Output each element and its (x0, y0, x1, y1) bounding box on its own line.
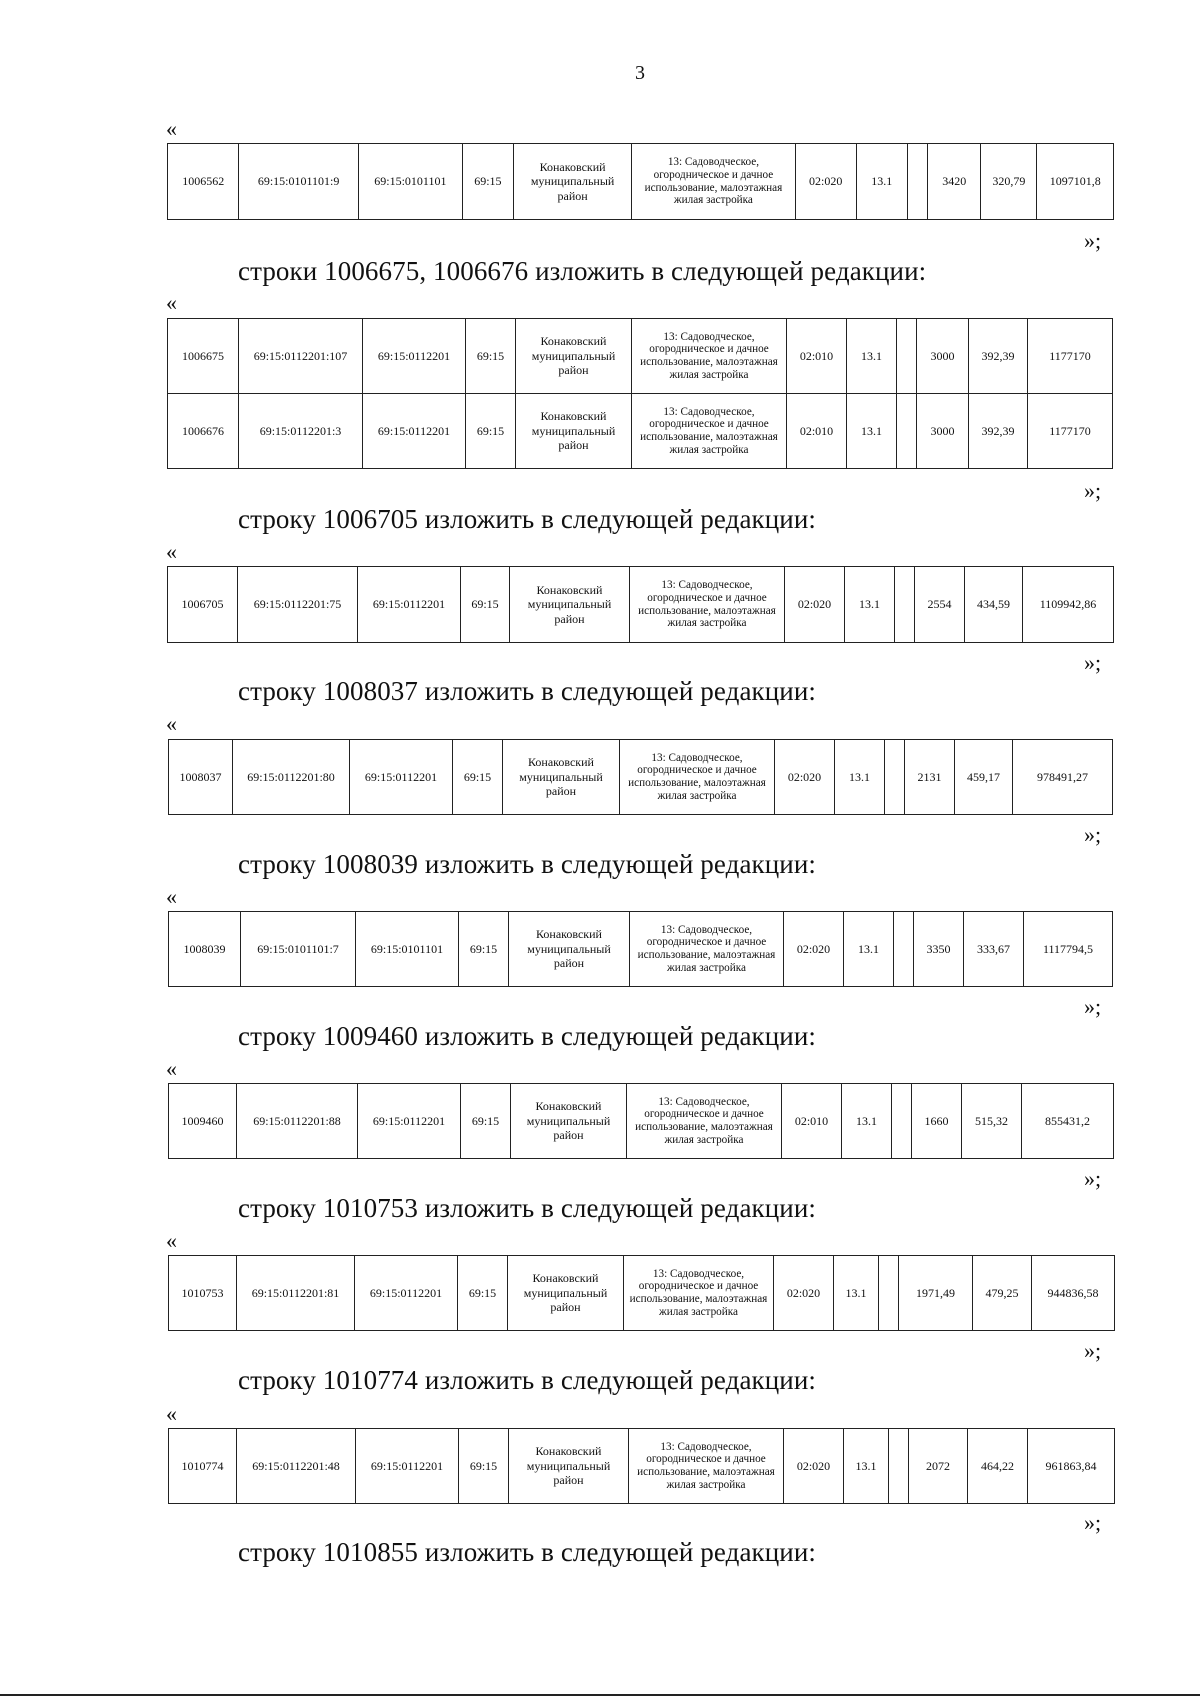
row-number: 1006675 (168, 319, 239, 394)
row-number: 1006705 (168, 567, 238, 643)
cadastral-number: 69:15:0112201:88 (237, 1084, 358, 1159)
amendment-heading: строку 1006705 изложить в следующей редакции: (238, 504, 817, 534)
amendment-heading: строку 1010855 изложить в следующей редакции: (238, 1537, 817, 1567)
row-number: 1008037 (169, 740, 233, 815)
opening-quote: « (166, 116, 177, 141)
area: 2072 (909, 1429, 968, 1504)
specific-value: 479,25 (973, 1256, 1032, 1331)
page-number: 3 (635, 62, 645, 84)
land-use-group: 13: Садоводческое, огородническое и дачное использование, малоэтажная жилая застройка (620, 740, 775, 815)
cadastral-number: 69:15:0101101:9 (239, 144, 358, 220)
specific-value: 464,22 (968, 1429, 1028, 1504)
closing-quote: »; (1084, 822, 1102, 847)
scan-edge-line (0, 1694, 1200, 1696)
specific-value: 392,39 (969, 319, 1028, 394)
code: 02:020 (775, 740, 835, 815)
empty-cell (889, 1429, 909, 1504)
closing-quote: »; (1084, 1338, 1102, 1363)
subgroup: 13.1 (844, 1429, 889, 1504)
land-use-group: 13: Садоводческое, огородническое и дачное использование, малоэтажная жилая застройка (624, 1256, 774, 1331)
cadastral-district: 69:15 (461, 567, 510, 643)
row-number: 1006676 (168, 394, 239, 469)
subgroup: 13.1 (856, 144, 907, 220)
code: 02:010 (787, 319, 847, 394)
record-table (168, 911, 1113, 987)
land-use-group: 13: Садоводческое, огородническое и дачное использование, малоэтажная жилая застройка (632, 144, 795, 220)
record-table (168, 1428, 1115, 1504)
opening-quote: « (166, 711, 177, 736)
municipality: Конаковский муниципальный район (509, 1429, 629, 1504)
cadastral-quarter: 69:15:0101101 (356, 912, 459, 987)
amendment-heading: строку 1008039 изложить в следующей редакции: (238, 849, 817, 879)
cadastral-district: 69:15 (459, 1429, 509, 1504)
cadastral-number: 69:15:0112201:48 (237, 1429, 356, 1504)
table-row (168, 144, 1114, 220)
code: 02:020 (795, 144, 856, 220)
land-use-group: 13: Садоводческое, огородническое и дачное использование, малоэтажная жилая застройка (629, 1429, 784, 1504)
table-row (168, 567, 1114, 643)
closing-quote: »; (1084, 478, 1102, 503)
empty-cell (895, 567, 915, 643)
amendment-heading: строки 1006675, 1006676 изложить в следующей редакции: (238, 256, 927, 286)
code: 02:010 (782, 1084, 842, 1159)
row-number: 1008039 (169, 912, 241, 987)
land-use-group: 13: Садоводческое, огородническое и дачное использование, малоэтажная жилая застройка (627, 1084, 782, 1159)
municipality: Конаковский муниципальный район (508, 1256, 624, 1331)
amendment-heading: строку 1010774 изложить в следующей редакции: (238, 1365, 817, 1395)
row-number: 1009460 (169, 1084, 237, 1159)
cadastral-number: 69:15:0112201:80 (233, 740, 350, 815)
specific-value: 434,59 (965, 567, 1023, 643)
specific-value: 515,32 (962, 1084, 1022, 1159)
cadastral-value: 855431,2 (1022, 1084, 1114, 1159)
municipality: Конаковский муниципальный район (509, 912, 630, 987)
table-row (169, 740, 1113, 815)
record-table (168, 739, 1113, 815)
cadastral-value: 961863,84 (1028, 1429, 1115, 1504)
cadastral-district: 69:15 (466, 319, 516, 394)
subgroup: 13.1 (844, 912, 894, 987)
cadastral-number: 69:15:0112201:3 (239, 394, 363, 469)
cadastral-district: 69:15 (453, 740, 503, 815)
specific-value: 333,67 (964, 912, 1024, 987)
table-row (168, 319, 1113, 394)
cadastral-value: 1097101,8 (1037, 144, 1114, 220)
amendment-heading: строку 1008037 изложить в следующей редакции: (238, 676, 817, 706)
amendment-heading: строку 1009460 изложить в следующей редакции: (238, 1021, 817, 1051)
specific-value: 392,39 (969, 394, 1028, 469)
municipality: Конаковский муниципальный район (503, 740, 620, 815)
row-number: 1006562 (168, 144, 239, 220)
code: 02:010 (787, 394, 847, 469)
cadastral-quarter: 69:15:0101101 (358, 144, 462, 220)
closing-quote: »; (1084, 650, 1102, 675)
opening-quote: « (166, 290, 177, 315)
opening-quote: « (166, 539, 177, 564)
record-table (167, 318, 1113, 469)
cadastral-district: 69:15 (459, 912, 509, 987)
code: 02:020 (774, 1256, 834, 1331)
cadastral-value: 944836,58 (1032, 1256, 1115, 1331)
record-table (168, 1083, 1114, 1159)
table-row (168, 394, 1113, 469)
subgroup: 13.1 (847, 319, 897, 394)
cadastral-number: 69:15:0112201:75 (238, 567, 358, 643)
subgroup: 13.1 (835, 740, 885, 815)
area: 3000 (917, 394, 969, 469)
subgroup: 13.1 (847, 394, 897, 469)
area: 3420 (928, 144, 981, 220)
cadastral-quarter: 69:15:0112201 (363, 394, 466, 469)
cadastral-quarter: 69:15:0112201 (363, 319, 466, 394)
cadastral-value: 1117794,5 (1024, 912, 1113, 987)
empty-cell (897, 319, 917, 394)
table-row (169, 912, 1113, 987)
cadastral-number: 69:15:0101101:7 (241, 912, 356, 987)
municipality: Конаковский муниципальный район (516, 394, 632, 469)
empty-cell (892, 1084, 912, 1159)
municipality: Конаковский муниципальный район (516, 319, 632, 394)
table-row (169, 1084, 1114, 1159)
cadastral-quarter: 69:15:0112201 (356, 1429, 459, 1504)
opening-quote: « (166, 1401, 177, 1426)
opening-quote: « (166, 884, 177, 909)
table-row (169, 1256, 1115, 1331)
table-row (169, 1429, 1115, 1504)
municipality: Конаковский муниципальный район (510, 567, 630, 643)
cadastral-quarter: 69:15:0112201 (358, 567, 461, 643)
cadastral-number: 69:15:0112201:81 (237, 1256, 355, 1331)
area: 2131 (905, 740, 955, 815)
cadastral-district: 69:15 (462, 144, 513, 220)
empty-cell (885, 740, 905, 815)
cadastral-quarter: 69:15:0112201 (355, 1256, 458, 1331)
cadastral-number: 69:15:0112201:107 (239, 319, 363, 394)
code: 02:020 (784, 1429, 844, 1504)
record-table (167, 566, 1114, 643)
record-table (167, 143, 1114, 220)
area: 3000 (917, 319, 969, 394)
code: 02:020 (784, 912, 844, 987)
row-number: 1010774 (169, 1429, 237, 1504)
row-number: 1010753 (169, 1256, 237, 1331)
cadastral-district: 69:15 (466, 394, 516, 469)
empty-cell (907, 144, 927, 220)
cadastral-value: 978491,27 (1013, 740, 1113, 815)
area: 3350 (914, 912, 964, 987)
municipality: Конаковский муниципальный район (511, 1084, 627, 1159)
specific-value: 320,79 (981, 144, 1037, 220)
code: 02:020 (785, 567, 845, 643)
land-use-group: 13: Садоводческое, огородническое и дачное использование, малоэтажная жилая застройка (630, 567, 785, 643)
specific-value: 459,17 (955, 740, 1013, 815)
record-table (168, 1255, 1115, 1331)
land-use-group: 13: Садоводческое, огородническое и дачное использование, малоэтажная жилая застройка (632, 319, 787, 394)
cadastral-quarter: 69:15:0112201 (358, 1084, 461, 1159)
empty-cell (894, 912, 914, 987)
area: 1660 (912, 1084, 962, 1159)
land-use-group: 13: Садоводческое, огородническое и дачное использование, малоэтажная жилая застройка (632, 394, 787, 469)
subgroup: 13.1 (834, 1256, 879, 1331)
closing-quote: »; (1084, 228, 1102, 253)
subgroup: 13.1 (842, 1084, 892, 1159)
area: 2554 (915, 567, 965, 643)
closing-quote: »; (1084, 1166, 1102, 1191)
closing-quote: »; (1084, 994, 1102, 1019)
subgroup: 13.1 (845, 567, 895, 643)
municipality: Конаковский муниципальный район (513, 144, 631, 220)
closing-quote: »; (1084, 1510, 1102, 1535)
cadastral-value: 1109942,86 (1023, 567, 1114, 643)
empty-cell (897, 394, 917, 469)
cadastral-district: 69:15 (461, 1084, 511, 1159)
amendment-heading: строку 1010753 изложить в следующей редакции: (238, 1193, 817, 1223)
cadastral-value: 1177170 (1028, 394, 1113, 469)
empty-cell (879, 1256, 899, 1331)
cadastral-district: 69:15 (458, 1256, 508, 1331)
cadastral-value: 1177170 (1028, 319, 1113, 394)
land-use-group: 13: Садоводческое, огородническое и дачное использование, малоэтажная жилая застройка (630, 912, 784, 987)
area: 1971,49 (899, 1256, 973, 1331)
cadastral-quarter: 69:15:0112201 (350, 740, 453, 815)
opening-quote: « (166, 1228, 177, 1253)
opening-quote: « (166, 1056, 177, 1081)
